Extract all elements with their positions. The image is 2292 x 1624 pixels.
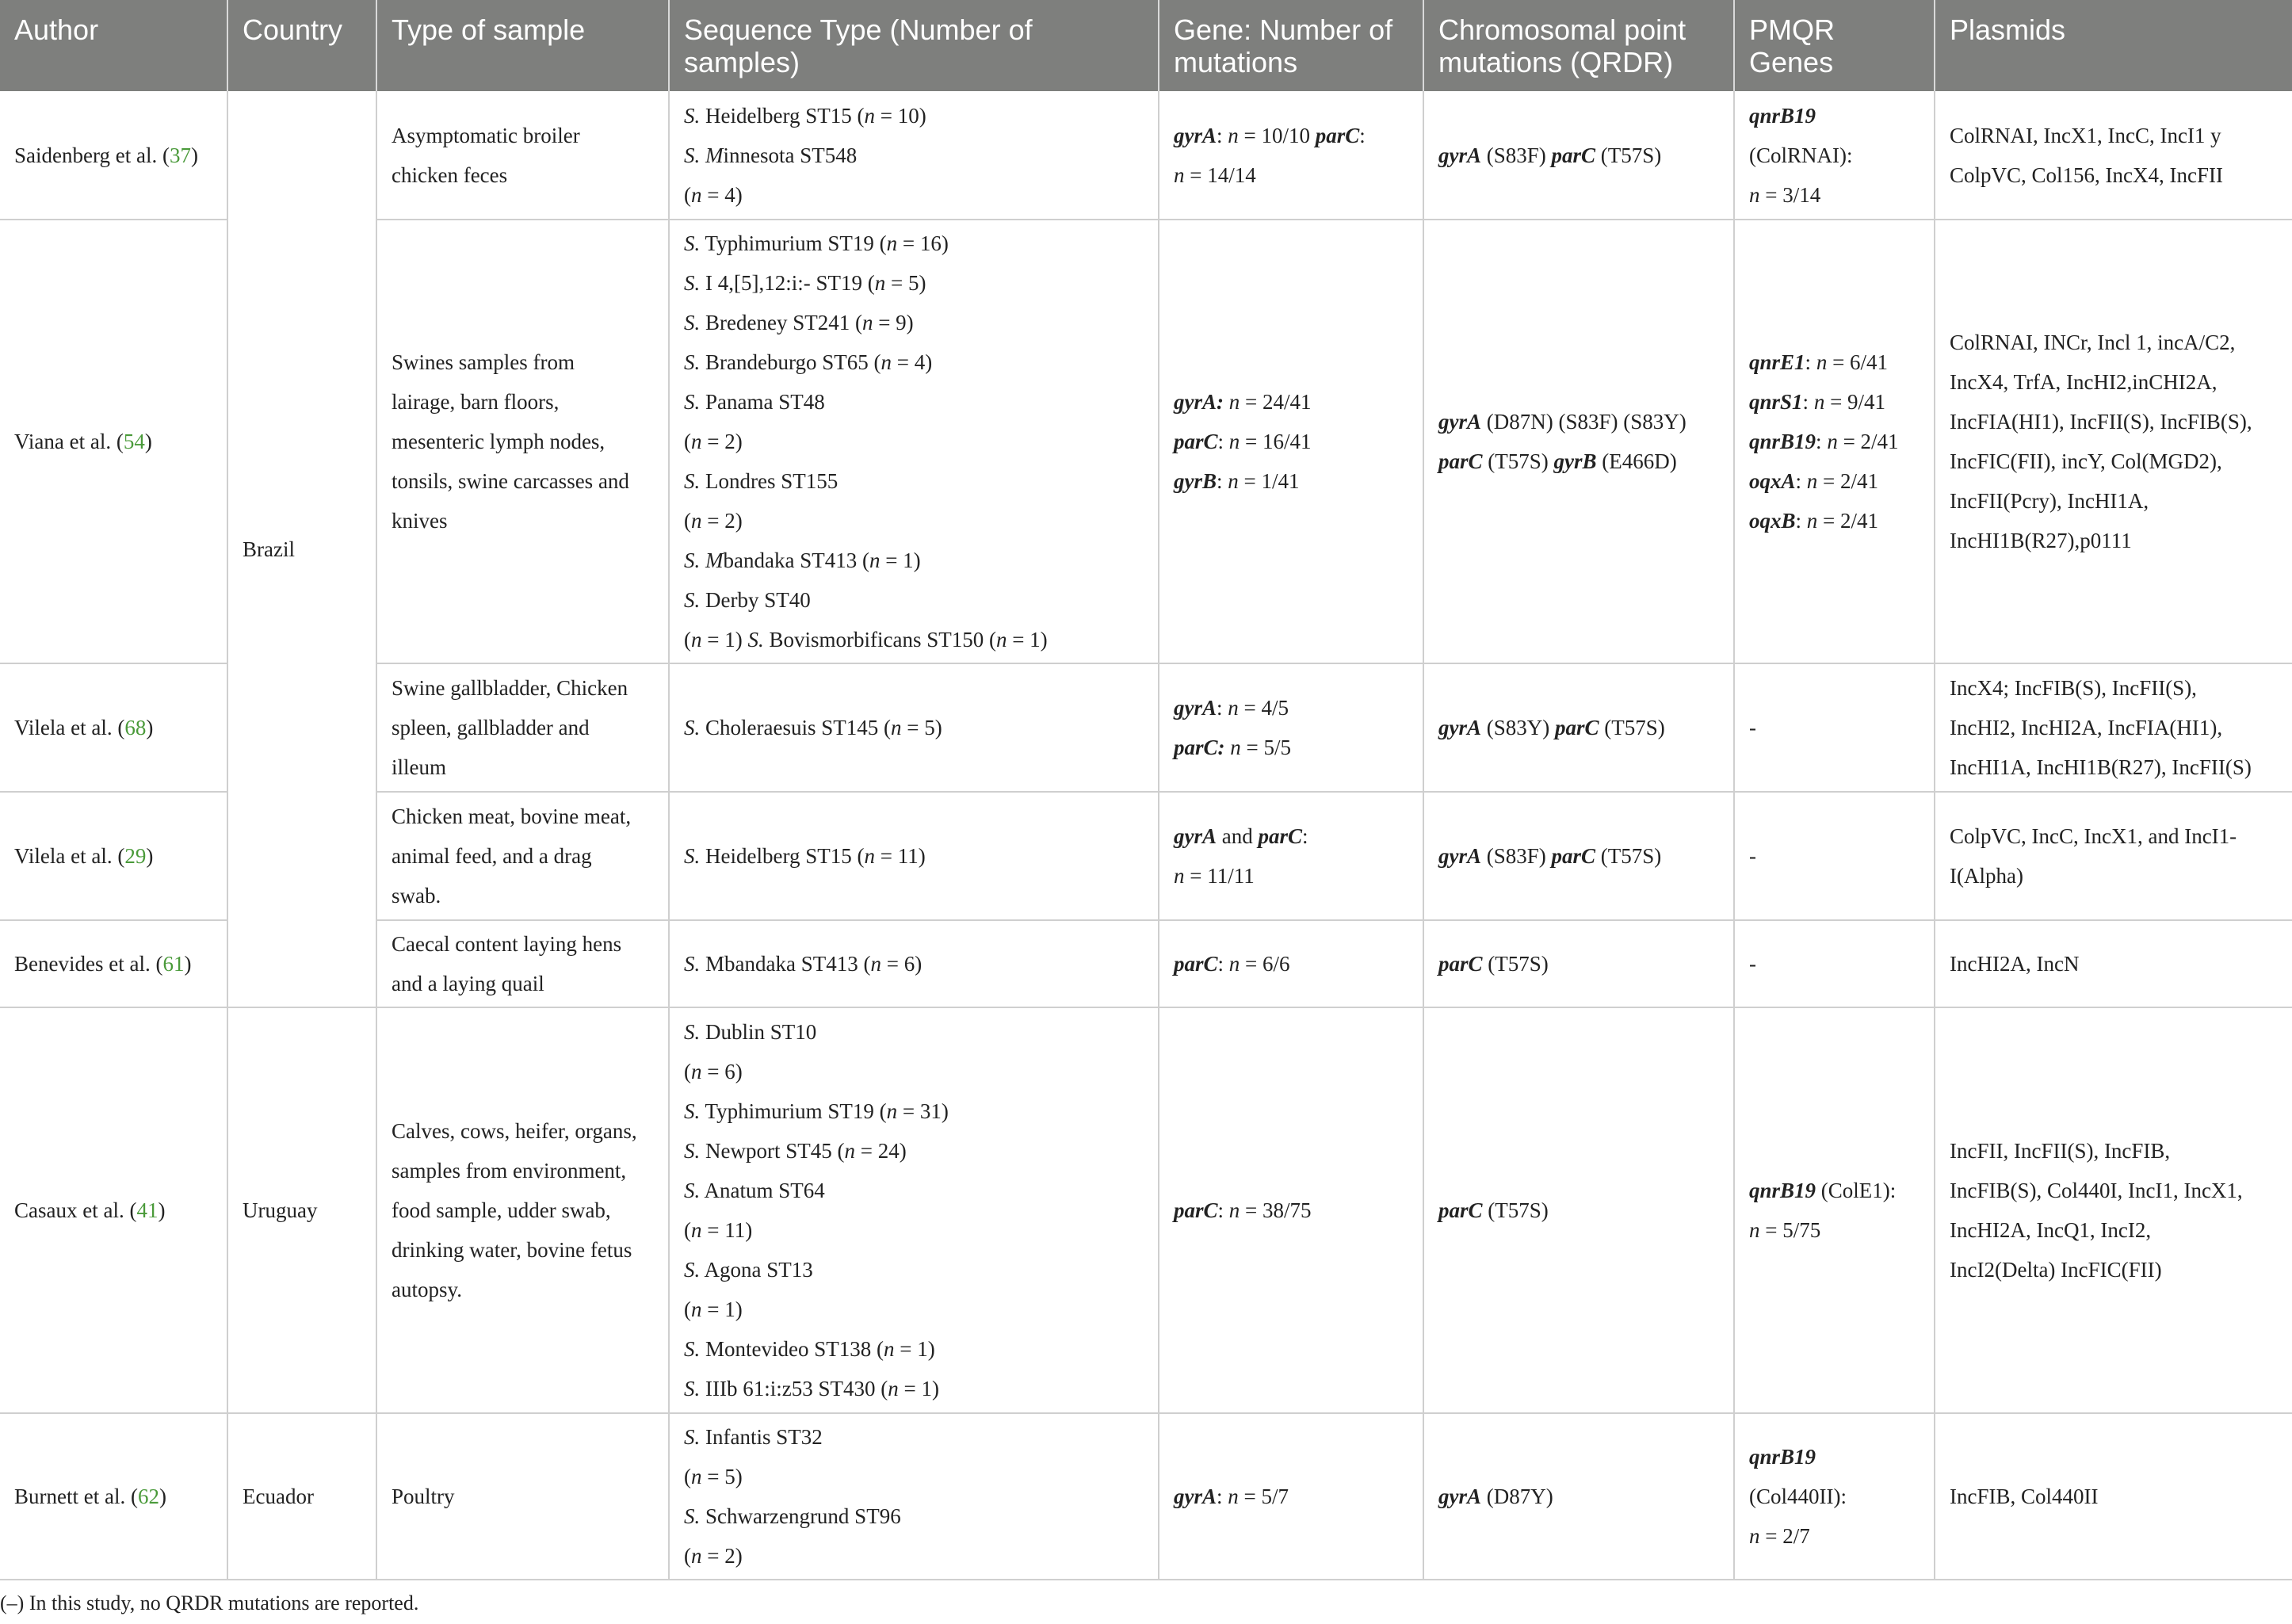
header-row [0, 0, 2292, 91]
type-of-sample-cell [376, 220, 669, 663]
reference-link[interactable]: 61 [162, 952, 185, 976]
pmqr-genes-cell [1734, 1413, 1935, 1580]
plasmids-cell-line: IncI2(Delta) IncFIC(FII) [1950, 1258, 2162, 1282]
sequence-type-cell-line: (n = 4) [684, 182, 743, 207]
gene-mutations-cell-line: n = 14/14 [1174, 162, 1256, 187]
sequence-type-cell-line: S. Panama ST48 [684, 390, 825, 414]
country-cell: Ecuador [227, 1413, 376, 1580]
plasmids-cell-line: IncFIA(HI1), IncFII(S), IncFIB(S), [1950, 410, 2252, 434]
plasmids-cell-line: IncHI2, IncHI2A, IncFIA(HI1), [1950, 716, 2223, 739]
plasmids-cell-line: IncFII, IncFII(S), IncFIB, [1950, 1139, 2171, 1163]
table-row [0, 1007, 2292, 1413]
reference-link[interactable]: 54 [123, 430, 145, 453]
chromosomal-mutations-cell-line: gyrA (S83F) parC (T57S) [1438, 143, 1662, 167]
type-of-sample-cell [376, 792, 669, 920]
chromosomal-mutations-cell [1423, 920, 1734, 1007]
pmqr-genes-cell-line: qnrB19 (ColE1): [1749, 1179, 1897, 1202]
chromosomal-mutations-cell-line: parC (T57S) [1438, 952, 1549, 976]
reference-link[interactable]: 62 [137, 1485, 159, 1508]
sequence-type-cell-line: S. Choleraesuis ST145 (n = 5) [684, 716, 942, 739]
chromosomal-mutations-cell-line: gyrA (D87N) (S83F) (S83Y) [1438, 410, 1687, 434]
country-cell: Uruguay [227, 1007, 376, 1413]
chromosomal-mutations-cell-line: parC (T57S) [1438, 1198, 1549, 1222]
type-of-sample-cell-line: Calves, cows, heifer, organs, [392, 1119, 637, 1143]
type-of-sample-cell-line: and a laying quail [392, 972, 544, 995]
sequence-type-cell-line: S. I 4,[5],12:i:- ST19 (n = 5) [684, 271, 926, 295]
sequence-type-cell [669, 663, 1159, 792]
pmqr-genes-cell [1734, 91, 1935, 220]
chromosomal-mutations-cell-line: gyrA (S83Y) parC (T57S) [1438, 716, 1665, 739]
sequence-type-cell-line: S. Agona ST13 [684, 1258, 813, 1282]
plasmids-cell-line: ColpVC, IncC, IncX1, and IncI1- [1950, 824, 2237, 848]
chromosomal-mutations-cell [1423, 1007, 1734, 1413]
sequence-type-cell-line: S. IIIb 61:i:z53 ST430 (n = 1) [684, 1377, 939, 1400]
gene-mutations-cell [1159, 220, 1423, 663]
sequence-type-cell-line: S. Mbandaka ST413 (n = 6) [684, 952, 923, 976]
plasmids-cell [1935, 663, 2292, 792]
type-of-sample-cell-line: Swine gallbladder, Chicken [392, 676, 628, 700]
sequence-type-cell-line: (n = 11) [684, 1218, 753, 1242]
gene-mutations-cell-line: gyrA and parC: [1174, 824, 1308, 848]
author-cell: Casaux et al. (41) [0, 1007, 227, 1413]
plasmids-cell-line: ColRNAI, IncX1, IncC, IncI1 y [1950, 123, 2221, 147]
type-of-sample-cell [376, 663, 669, 792]
type-of-sample-cell-line: samples from environment, [392, 1159, 627, 1183]
pmqr-genes-cell [1734, 920, 1935, 1007]
pmqr-genes-cell-line: qnrB19 [1749, 1445, 1816, 1469]
sequence-type-cell-line: (n = 5) [684, 1465, 743, 1488]
gene-mutations-cell [1159, 1413, 1423, 1580]
type-of-sample-cell-line: autopsy. [392, 1278, 462, 1301]
reference-link[interactable]: 68 [124, 716, 147, 739]
pmqr-genes-cell-line: qnrB19: n = 2/41 [1749, 430, 1899, 453]
sequence-type-cell-line: S. Dublin ST10 [684, 1020, 817, 1044]
sequence-type-cell-line: (n = 2) [684, 1544, 743, 1568]
sequence-type-cell-line: S. Typhimurium ST19 (n = 16) [684, 231, 949, 255]
sequence-type-cell [669, 1007, 1159, 1413]
header-country: Country [227, 0, 376, 91]
plasmids-cell [1935, 920, 2292, 1007]
pmqr-genes-cell-line: oqxA: n = 2/41 [1749, 469, 1879, 493]
sequence-type-cell-line: S. Montevideo ST138 (n = 1) [684, 1337, 935, 1361]
type-of-sample-cell-line: illeum [392, 755, 446, 779]
chromosomal-mutations-cell [1423, 792, 1734, 920]
sequence-type-cell-line: S. Derby ST40 [684, 588, 811, 612]
plasmids-cell [1935, 91, 2292, 220]
type-of-sample-cell-line: Caecal content laying hens [392, 932, 622, 956]
plasmids-cell [1935, 792, 2292, 920]
pmqr-genes-cell-line: n = 2/7 [1749, 1524, 1810, 1548]
chromosomal-mutations-cell [1423, 663, 1734, 792]
gene-mutations-cell-line: gyrA: n = 4/5 [1174, 696, 1289, 720]
pmqr-genes-cell [1734, 792, 1935, 920]
type-of-sample-cell-line: animal feed, and a drag [392, 844, 592, 868]
reference-link[interactable]: 37 [169, 143, 191, 167]
type-of-sample-cell [376, 1413, 669, 1580]
reference-link[interactable]: 41 [136, 1198, 159, 1222]
type-of-sample-cell-line: mesenteric lymph nodes, [392, 430, 605, 453]
plasmids-cell-line: IncHI2A, IncN [1950, 952, 2080, 976]
type-of-sample-cell-line: Chicken meat, bovine meat, [392, 804, 632, 828]
plasmids-cell-line: IncHI1B(R27),p0111 [1950, 529, 2132, 552]
type-of-sample-cell [376, 920, 669, 1007]
header-pmqr-genes: PMQR Genes [1734, 0, 1935, 91]
gene-mutations-cell-line: gyrA: n = 5/7 [1174, 1485, 1289, 1508]
sequence-type-cell-line: S. Heidelberg ST15 (n = 10) [684, 103, 926, 128]
gene-mutations-cell-line: gyrA: n = 24/41 [1174, 390, 1312, 414]
sequence-type-cell-line: S. Brandeburgo ST65 (n = 4) [684, 350, 933, 374]
type-of-sample-cell-line: lairage, barn floors, [392, 390, 560, 414]
gene-mutations-cell-line: parC: n = 38/75 [1174, 1198, 1312, 1222]
header-chromosomal-mutations: Chromosomal point mutations (QRDR) [1423, 0, 1734, 91]
sequence-type-cell-line: (n = 1) [684, 1297, 743, 1321]
author-cell: Saidenberg et al. (37) [0, 91, 227, 220]
sequence-type-cell [669, 792, 1159, 920]
plasmids-cell-line: IncX4; IncFIB(S), IncFII(S), [1950, 676, 2197, 700]
gene-mutations-cell-line: parC: n = 6/6 [1174, 952, 1290, 976]
sequence-type-cell-line: S. Londres ST155 [684, 469, 838, 493]
chromosomal-mutations-cell [1423, 91, 1734, 220]
sequence-type-cell-line: (n = 1) S. Bovismorbificans ST150 (n = 1) [684, 628, 1048, 652]
type-of-sample-cell-line: food sample, udder swab, [392, 1198, 611, 1222]
header-plasmids: Plasmids [1935, 0, 2292, 91]
plasmids-cell-line: IncX4, TrfA, IncHI2,inCHI2A, [1950, 370, 2218, 394]
gene-mutations-cell [1159, 663, 1423, 792]
sequence-type-cell-line: S. Typhimurium ST19 (n = 31) [684, 1099, 949, 1123]
type-of-sample-cell-line: Swines samples from [392, 350, 575, 374]
sequence-type-cell-line: (n = 2) [684, 509, 743, 533]
chromosomal-mutations-cell [1423, 220, 1734, 663]
pmqr-genes-cell-line: n = 3/14 [1749, 182, 1821, 207]
type-of-sample-cell [376, 91, 669, 220]
table-row [0, 91, 2292, 220]
sequence-type-cell-line: S. Schwarzengrund ST96 [684, 1504, 901, 1528]
gene-mutations-cell [1159, 91, 1423, 220]
author-cell: Burnett et al. (62) [0, 1413, 227, 1580]
gene-mutations-cell-line: parC: n = 5/5 [1174, 736, 1291, 759]
pmqr-genes-cell [1734, 663, 1935, 792]
table-row [0, 1413, 2292, 1580]
header-sequence-type: Sequence Type (Number of samples) [669, 0, 1159, 91]
plasmids-cell-line: IncHI1A, IncHI1B(R27), IncFII(S) [1950, 755, 2252, 779]
gene-mutations-cell-line: gyrB: n = 1/41 [1174, 469, 1300, 493]
chromosomal-mutations-cell-line: gyrA (D87Y) [1438, 1485, 1553, 1508]
type-of-sample-cell-line: swab. [392, 884, 441, 908]
sequence-type-cell-line: (n = 2) [684, 430, 743, 453]
gene-mutations-cell [1159, 1007, 1423, 1413]
chromosomal-mutations-cell-line: parC (T57S) gyrB (E466D) [1438, 449, 1677, 473]
pmqr-genes-cell-line: (ColRNAI): [1749, 143, 1853, 167]
type-of-sample-cell-line: drinking water, bovine fetus [392, 1238, 632, 1262]
gene-mutations-cell-line: parC: n = 16/41 [1174, 430, 1312, 453]
chromosomal-mutations-cell-line: gyrA (S83F) parC (T57S) [1438, 844, 1662, 868]
pmqr-genes-cell-line: - [1749, 716, 1756, 739]
sequence-type-cell [669, 1413, 1159, 1580]
plasmids-cell [1935, 1007, 2292, 1413]
header-gene-mutations: Gene: Number of mutations [1159, 0, 1423, 91]
sequence-type-cell [669, 920, 1159, 1007]
chromosomal-mutations-cell [1423, 1413, 1734, 1580]
plasmids-cell [1935, 220, 2292, 663]
author-cell: Benevides et al. (61) [0, 920, 227, 1007]
type-of-sample-cell-line: tonsils, swine carcasses and [392, 469, 629, 493]
country-cell: Brazil [227, 91, 376, 1007]
sequence-type-cell-line: S. Bredeney ST241 (n = 9) [684, 311, 914, 334]
sequence-type-cell-line: (n = 6) [684, 1060, 743, 1083]
pmqr-genes-cell-line: qnrS1: n = 9/41 [1749, 390, 1886, 414]
type-of-sample-cell-line: spleen, gallbladder and [392, 716, 590, 739]
gene-mutations-cell [1159, 920, 1423, 1007]
pmqr-genes-cell-line: - [1749, 844, 1756, 868]
header-author: Author [0, 0, 227, 91]
author-cell: Vilela et al. (68) [0, 663, 227, 792]
plasmids-cell-line: IncHI2A, IncQ1, IncI2, [1950, 1218, 2152, 1242]
sequence-type-cell-line: S. Heidelberg ST15 (n = 11) [684, 844, 926, 868]
plasmids-cell-line: IncFIB, Col440II [1950, 1485, 2099, 1508]
type-of-sample-cell [376, 1007, 669, 1413]
plasmids-cell-line: ColRNAI, INCr, Incl 1, incA/C2, [1950, 331, 2236, 354]
pmqr-genes-cell [1734, 220, 1935, 663]
plasmids-cell-line: IncFIC(FII), incY, Col(MGD2), [1950, 449, 2222, 473]
sequence-type-cell-line: S. Newport ST45 (n = 24) [684, 1139, 907, 1163]
plasmids-cell [1935, 1413, 2292, 1580]
header-type-of-sample: Type of sample [376, 0, 669, 91]
sequence-type-cell [669, 91, 1159, 220]
footnote: (–) In this study, no QRDR mutations are reported. [0, 1592, 419, 1614]
author-cell: Vilela et al. (29) [0, 792, 227, 920]
plasmids-cell-line: ColpVC, Col156, IncX4, IncFII [1950, 162, 2223, 187]
sequence-type-cell-line: S. Mbandaka ST413 (n = 1) [684, 548, 921, 572]
pmqr-genes-cell [1734, 1007, 1935, 1413]
type-of-sample-cell-line: knives [392, 509, 448, 533]
author-cell: Viana et al. (54) [0, 220, 227, 663]
sequence-type-cell-line: S. Minnesota ST548 [684, 143, 858, 167]
pmqr-genes-cell-line: oqxB: n = 2/41 [1749, 509, 1879, 533]
type-of-sample-cell-line: Asymptomatic broiler [392, 123, 580, 147]
type-of-sample-cell-line: Poultry [392, 1485, 455, 1508]
sequence-type-cell [669, 220, 1159, 663]
plasmids-cell-line: IncFIB(S), Col440I, IncI1, IncX1, [1950, 1179, 2243, 1202]
plasmids-cell-line: IncFII(Pcry), IncHI1A, [1950, 489, 2149, 513]
gene-mutations-cell-line: n = 11/11 [1174, 864, 1255, 888]
pmqr-genes-cell-line: qnrB19 [1749, 103, 1816, 128]
reference-link[interactable]: 29 [124, 844, 147, 868]
sequence-type-cell-line: S. Infantis ST32 [684, 1425, 823, 1449]
pmqr-genes-cell-line: n = 5/75 [1749, 1218, 1821, 1242]
gene-mutations-cell [1159, 792, 1423, 920]
pmqr-genes-cell-line: qnrE1: n = 6/41 [1749, 350, 1889, 374]
gene-mutations-cell-line: gyrA: n = 10/10 parC: [1174, 123, 1366, 147]
plasmids-cell-line: I(Alpha) [1950, 864, 2023, 888]
sequence-type-cell-line: S. Anatum ST64 [684, 1179, 825, 1202]
type-of-sample-cell-line: chicken feces [392, 162, 508, 187]
pmqr-genes-cell-line: - [1749, 952, 1756, 976]
pmqr-genes-cell-line: (Col440II): [1749, 1485, 1847, 1508]
